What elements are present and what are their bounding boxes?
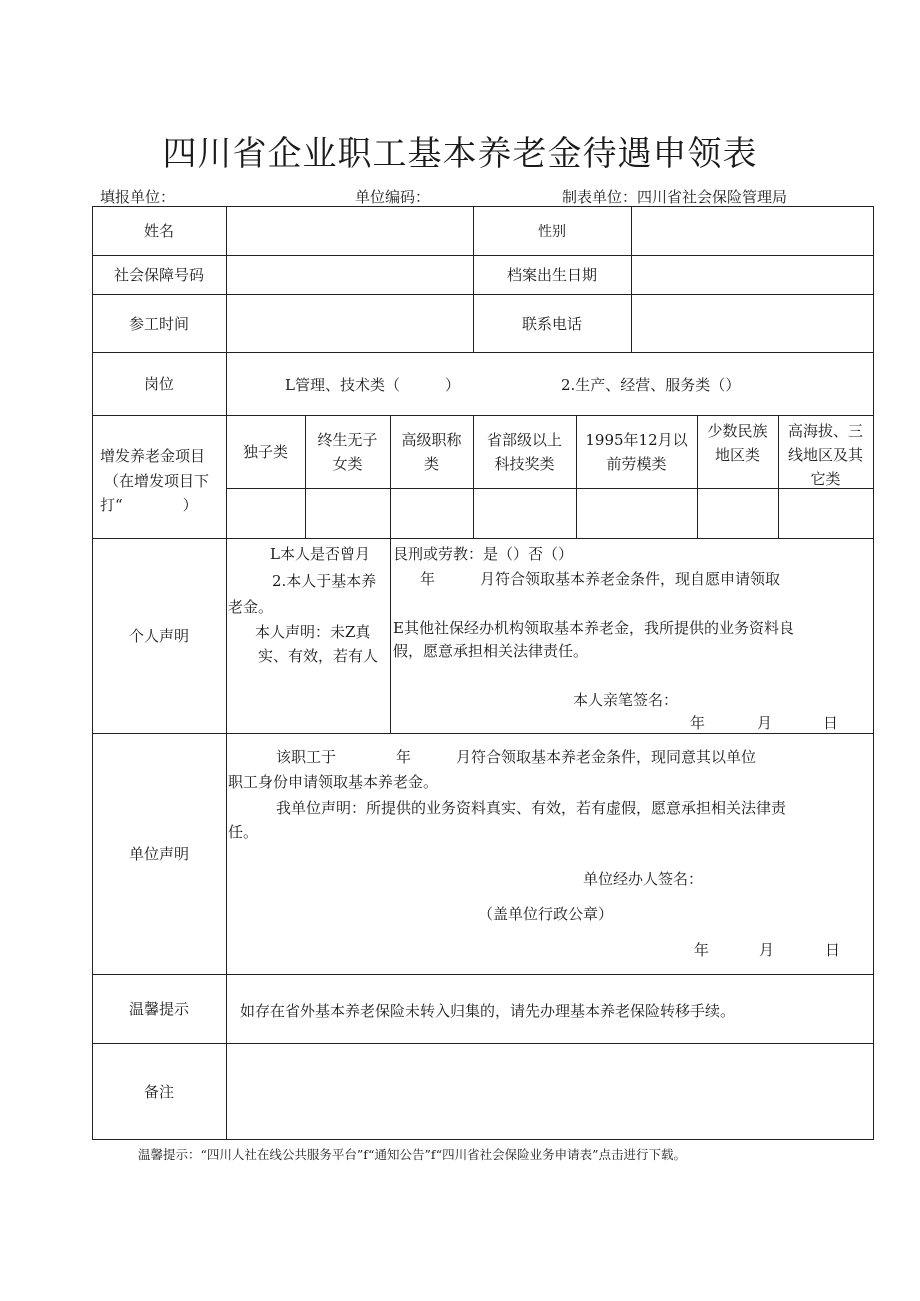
personal-day: 日 — [823, 714, 839, 732]
unit-signature-label: 单位经办人签名： — [583, 870, 704, 888]
page-title: 四川省企业职工基本养老金待遇申领表 — [162, 134, 758, 174]
col-line: 省部级以上 — [486, 430, 562, 449]
personal-left-line3: 老金。 — [228, 598, 274, 616]
unit-line1: 该职工于 年 月符合领取基本养老金条件，现同意其以单位 — [276, 748, 757, 766]
col-line: 女类 — [332, 454, 363, 473]
tip-label: 温馨提示 — [128, 1000, 189, 1018]
check-ethnic-region[interactable] — [697, 488, 778, 538]
col-line: 类 — [423, 454, 439, 473]
unit-seal-label: （盖单位行政公章） — [478, 905, 614, 923]
col-line: 科技奖类 — [494, 454, 555, 473]
gender-field[interactable] — [631, 206, 873, 255]
increase-label-line1: 增发养老金项目 — [100, 447, 206, 465]
check-science-award[interactable] — [473, 488, 576, 538]
personal-left-line5: 实、有效，若有人 — [258, 647, 379, 665]
issuer-label: 制表单位：四川省社会保险管理局 — [562, 188, 788, 206]
unit-day: 日 — [825, 941, 841, 959]
col-line: 终生无子 — [317, 430, 378, 449]
unit-declaration-label: 单位声明 — [128, 845, 189, 863]
phone-label: 联系电话 — [521, 314, 582, 333]
check-model-worker[interactable] — [576, 488, 697, 538]
unit-year: 年 — [694, 941, 710, 959]
col-line: 高级职称 — [401, 430, 462, 449]
personal-right-line1: 艮刑或劳教：是（）否（） — [393, 545, 574, 563]
footer-note: 温馨提示：“四川人社在线公共服务平台”f“通知公告”f“四川省社会保险业务申请表”点击进行下载。 — [138, 1147, 687, 1162]
tip-text: 如存在省外基本养老保险未转入归集的，请先办理基本养老保险转移手续。 — [240, 1002, 736, 1020]
post-label: 岗位 — [143, 375, 174, 393]
increase-col-science-award — [473, 415, 576, 488]
personal-right-line4: 假，愿意承担相关法律责任。 — [393, 642, 589, 660]
col-line: 少数民族 — [707, 422, 768, 440]
birth-date-label: 档案出生日期 — [506, 266, 597, 284]
col-line: 高海拔、三 — [787, 422, 863, 440]
gender-label: 性别 — [538, 223, 566, 240]
increase-label-line2: （在增发项目下 — [104, 472, 210, 490]
unit-line4: 任。 — [228, 823, 259, 841]
personal-right-line2: 年 月符合领取基本养老金条件，现自愿申请领取 — [420, 570, 781, 588]
col-line: 1995年12月以 — [585, 430, 688, 449]
name-label: 姓名 — [143, 222, 174, 240]
fill-unit-label: 填报单位： — [100, 188, 176, 206]
unit-code-label: 单位编码： — [355, 188, 431, 206]
unit-line3: 我单位声明：所提供的业务资料真实、有效，若有虚假，愿意承担相关法律责 — [276, 799, 787, 817]
check-childless[interactable] — [305, 488, 390, 538]
col-line: 线地区及其 — [787, 446, 863, 464]
increase-col-senior-title — [390, 415, 473, 488]
personal-declaration-label: 个人声明 — [128, 627, 189, 645]
increase-col-childless — [305, 415, 390, 488]
phone-field[interactable] — [631, 294, 873, 352]
ssn-label: 社会保障号码 — [113, 266, 204, 284]
col-line: 独子类 — [242, 443, 288, 461]
personal-month: 月 — [757, 714, 773, 732]
increase-col-high-altitude — [778, 415, 873, 488]
col-line: 前劳模类 — [606, 454, 667, 473]
increase-col-only-child — [226, 415, 305, 488]
unit-line2: 职工身份申请领取基本养老金。 — [228, 773, 439, 791]
remark-label: 备注 — [143, 1082, 174, 1101]
personal-right-line3: E其他社保经办机构领取基本养老金，我所提供的业务资料良 — [393, 619, 794, 637]
remark-field[interactable] — [226, 1043, 873, 1139]
increase-col-ethnic-region — [697, 415, 778, 488]
col-line: 它类 — [810, 470, 841, 488]
work-start-field[interactable] — [226, 294, 473, 352]
col-line: 地区类 — [714, 446, 760, 464]
birth-date-field[interactable] — [631, 255, 873, 294]
personal-signature-label: 本人亲笔签名： — [573, 691, 679, 709]
check-senior-title[interactable] — [390, 488, 473, 538]
increase-label-line3: 打“ ） — [100, 496, 198, 514]
post-option-production[interactable]: 2.生产、经营、服务类（） — [561, 376, 741, 394]
check-high-altitude[interactable] — [778, 488, 873, 538]
personal-left-line1: L本人是否曾月 — [270, 545, 370, 563]
check-only-child[interactable] — [226, 488, 305, 538]
ssn-field[interactable] — [226, 255, 473, 294]
unit-month: 月 — [759, 941, 775, 959]
personal-left-line4: 本人声明：未Z真 — [255, 623, 371, 641]
name-field[interactable] — [226, 206, 473, 255]
post-option-management[interactable]: L管理、技术类（ ） — [285, 376, 460, 394]
personal-year: 年 — [690, 714, 706, 732]
increase-col-model-worker — [576, 415, 697, 488]
personal-left-line2: 2.本人于基本养 — [272, 572, 377, 590]
work-start-label: 参工时间 — [128, 314, 189, 333]
